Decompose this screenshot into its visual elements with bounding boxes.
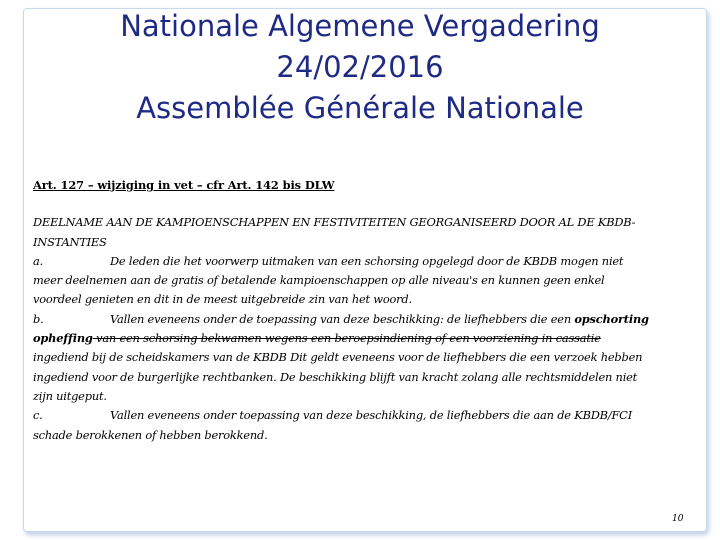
item-b-bold-opheffing: opheffing [33,331,93,346]
section-heading-line-1: DEELNAME AAN DE KAMPIOENSCHAPPEN EN FESTIVITEITEN GEORGANISEERD DOOR AL DE KBDB- [33,215,636,230]
item-a-marker: a. [33,253,44,268]
item-b-line-5: zijn uitgeput. [33,388,107,403]
title-line-2: 24/02/2016 [276,50,444,84]
item-c-marker: c. [33,408,43,423]
item-c-line-1 [33,406,673,425]
item-b-line-2 [33,329,673,348]
item-b-line-4: ingediend voor de burgerlijke rechtbanken. De beschikking blijft van kracht zolang alle rechtsmiddelen niet [33,369,638,384]
title-line-3: Assemblée Générale Nationale [136,91,584,125]
item-b-line-3: ingediend bij de scheidskamers van de KBDB Dit geldt eveneens voor de liefhebbers die een verzoek hebben [33,350,643,365]
section-heading-line-2: INSTANTIES [33,234,107,249]
title-line-1: Nationale Algemene Vergadering [120,9,600,43]
item-c-line-2: schade berokkenen of hebben berokkend. [33,427,268,442]
item-b-text-1: Vallen eveneens onder de toepassing van deze beschikking: de liefhebbers die een [110,311,575,326]
article-heading: Art. 127 – wijziging in vet – cfr Art. 142 bis DLW [33,178,335,192]
item-a-line-2: meer deelnemen aan de gratis of betalende kampioenschappen op alle niveau's en kunnen geen enkel [33,273,605,288]
article-body [33,213,673,445]
item-a-text-1: De leden die het voorwerp uitmaken van een schorsing opgelegd door de KBDB mogen niet [110,253,624,268]
item-a-line-1 [33,252,673,271]
page-number: 10 [672,514,684,524]
item-b-line-1 [33,310,673,329]
item-b-struck-text: van een schorsing bekwamen wegens een beroepsindiening of een voorziening in cassatie [92,331,601,346]
item-b-bold-opschorting: opschorting [574,311,649,326]
item-c-text-1: Vallen eveneens onder toepassing van deze beschikking, de liefhebbers die aan de KBDB/FCI [110,408,632,423]
slide-title [0,6,720,129]
item-b-marker: b. [33,311,44,326]
item-a-line-3: voordeel genieten en dit in de meest uitgebreide zin van het woord. [33,292,412,307]
slide-content [33,176,673,445]
